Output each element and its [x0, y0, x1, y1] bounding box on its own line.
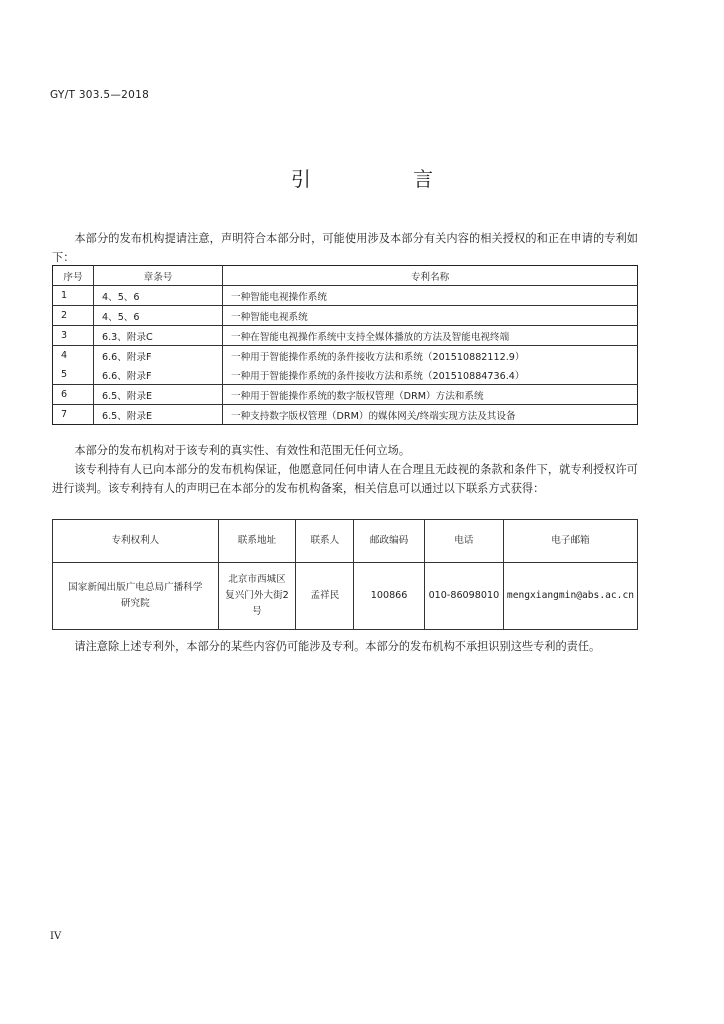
row-clause: 4、5、6 — [94, 306, 223, 326]
row-patent-name: 一种用于智能操作系统的数字版权管理（DRM）方法和系统 — [231, 390, 484, 402]
table-row — [53, 286, 638, 306]
row-clause: 6.6、附录F — [94, 346, 223, 366]
email-cell: mengxiangmin@abs.ac.cn — [503, 563, 637, 630]
row-clause: 6.3、附录C — [94, 326, 223, 346]
column-header-clause: 章条号 — [94, 266, 223, 286]
table-row — [53, 306, 638, 326]
row-clause: 6.5、附录E — [94, 405, 223, 425]
row-patent-name: 一种支持数字版权管理（DRM）的媒体网关/终端实现方法及其设备 — [231, 410, 516, 422]
column-header-holder: 专利权利人 — [53, 520, 219, 563]
row-clause: 6.6、附录F — [94, 365, 223, 385]
column-header-patent-name: 专利名称 — [410, 271, 450, 283]
row-number: 5 — [53, 365, 94, 385]
phone-cell: 010-86098010 — [424, 563, 503, 630]
page-title: 引 言 — [290, 167, 482, 191]
row-clause: 4、5、6 — [94, 286, 223, 306]
table-row — [53, 365, 638, 385]
row-number: 3 — [53, 326, 94, 346]
table-row — [53, 385, 638, 405]
table-row — [53, 326, 638, 346]
page-number: IV — [50, 931, 62, 942]
row-patent-name: 一种智能电视操作系统 — [231, 291, 327, 303]
document-identifier: GY/T 303.5—2018 — [50, 89, 150, 101]
column-header-email: 电子邮箱 — [503, 520, 637, 563]
row-number: 6 — [53, 385, 94, 405]
table-row — [53, 405, 638, 425]
row-number: 1 — [53, 286, 94, 306]
row-patent-name: 一种智能电视系统 — [231, 311, 308, 323]
column-header-address: 联系地址 — [218, 520, 296, 563]
holder-cell: 国家新闻出版广电总局广播科学研究院 — [53, 563, 219, 630]
intro-paragraph: 本部分的发布机构提请注意，声明符合本部分时，可能使用涉及本部分有关内容的相关授权的和正在申请的专利如下： — [52, 232, 638, 264]
column-header-contact: 联系人 — [296, 520, 354, 563]
column-header-postcode: 邮政编码 — [354, 520, 424, 563]
column-header-phone: 电话 — [424, 520, 503, 563]
table-row — [53, 346, 638, 366]
statement-paragraph-1: 本部分的发布机构对于该专利的真实性、有效性和范围无任何立场。 — [74, 444, 411, 457]
row-patent-name: 一种在智能电视操作系统中支持全媒体播放的方法及智能电视终端 — [231, 331, 510, 343]
column-header-no: 序号 — [53, 266, 94, 286]
postcode-cell: 100866 — [354, 563, 424, 630]
row-clause: 6.5、附录E — [94, 385, 223, 405]
contact-table — [52, 519, 638, 630]
row-number: 2 — [53, 306, 94, 326]
table-row — [53, 563, 638, 630]
row-number: 7 — [53, 405, 94, 425]
contact-cell: 孟祥民 — [296, 563, 354, 630]
row-patent-name: 一种用于智能操作系统的条件接收方法和系统（201510882112.9） — [231, 351, 525, 363]
table-header-row — [53, 520, 638, 563]
closing-paragraph: 请注意除上述专利外，本部分的某些内容仍可能涉及专利。本部分的发布机构不承担识别这些专利的责任。 — [74, 640, 601, 653]
address-cell: 北京市西城区复兴门外大街2号 — [218, 563, 296, 630]
table-header-row — [53, 266, 638, 286]
statement-paragraph-2: 该专利持有人已向本部分的发布机构保证，他愿意同任何申请人在合理且无歧视的条款和条件下，就专利授权许可进行谈判。该专利持有人的声明已在本部分的发布机构备案，相关信息可以通过以下联系方式获得： — [52, 463, 638, 495]
row-patent-name: 一种用于智能操作系统的条件接收方法和系统（201510884736.4） — [231, 370, 525, 382]
patent-table — [52, 265, 638, 425]
row-number: 4 — [53, 346, 94, 366]
